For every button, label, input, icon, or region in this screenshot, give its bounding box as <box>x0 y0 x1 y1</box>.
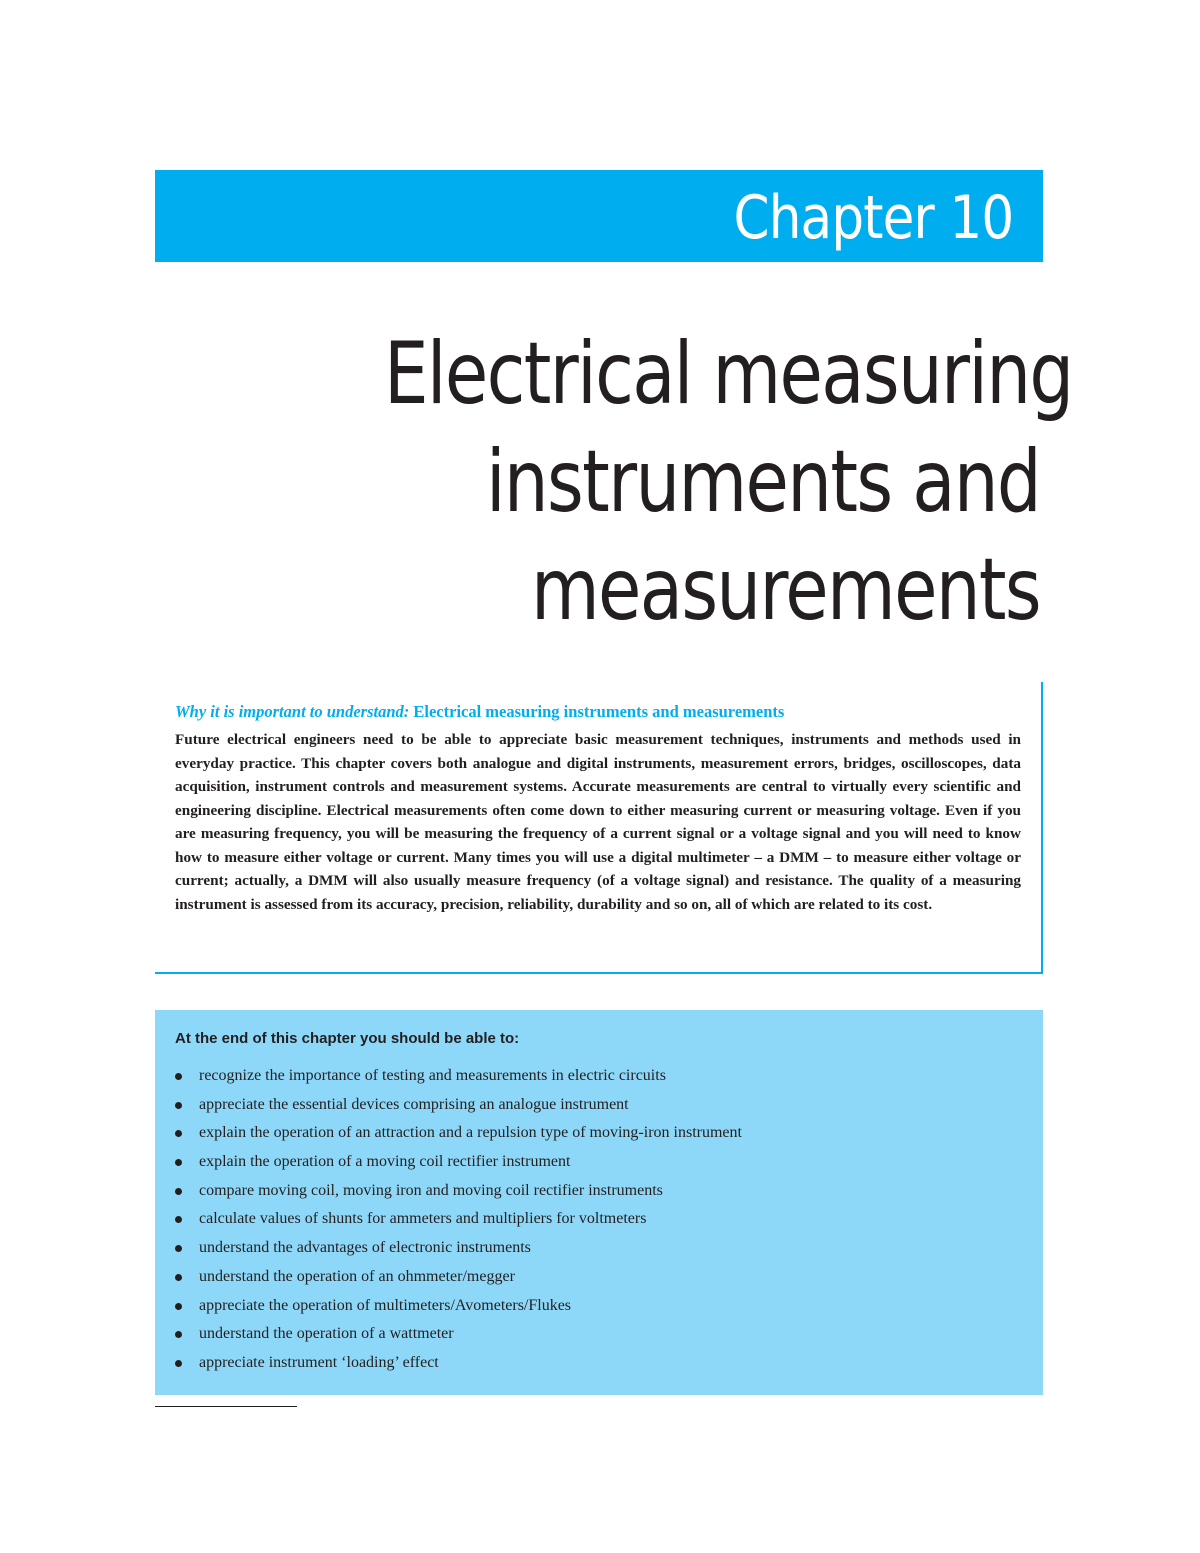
chapter-label: Chapter 10 <box>733 183 1013 253</box>
why-important-body: Future electrical engineers need to be able to appreciate basic measurement techniques, instruments and methods used in everyday practice. This chapter covers both analogue and digital instruments, measurement errors, bridges, oscilloscopes, data acquisition, instrument controls and measurement systems. Accurate measurements are central to virtually every scientific and engineering discipline. Electrical measurements often come down to either measuring current or measuring voltage. Even if you are measuring frequency, you will be measuring the frequency of a current signal or a voltage signal and you will need to know how to measure either voltage or current. Many times you will use a digital multimeter – a DMM – to measure either voltage or current; actually, a DMM will also usually measure frequency (of a voltage signal) and resistance. The quality of a measuring instrument is assessed from its accuracy, precision, reliability, durability and so on, all of which are related to its cost. <box>175 731 1021 913</box>
objectives-heading: At the end of this chapter you should be able to: <box>175 1030 520 1047</box>
chapter-band <box>155 170 1043 262</box>
objective-item <box>175 1234 742 1263</box>
objective-text: explain the operation of a moving coil rectifier instrument <box>199 1153 571 1171</box>
objective-item <box>175 1062 742 1091</box>
bullet-icon <box>175 1360 182 1367</box>
objectives-list <box>175 1062 742 1378</box>
bullet-icon <box>175 1245 182 1252</box>
why-heading-lead: Why it is important to understand: <box>175 702 410 721</box>
objective-item <box>175 1091 742 1120</box>
objective-item <box>175 1349 742 1378</box>
objective-text: appreciate the operation of multimeters/Avometers/Flukes <box>199 1296 572 1314</box>
objective-text: appreciate instrument ‘loading’ effect <box>199 1353 439 1371</box>
why-important-box <box>155 682 1043 974</box>
objective-item <box>175 1177 742 1206</box>
bullet-icon <box>175 1130 182 1137</box>
chapter-title-line-3: measurements <box>530 540 1040 640</box>
objective-text: recognize the importance of testing and measurements in electric circuits <box>199 1067 666 1084</box>
bullet-icon <box>175 1216 182 1223</box>
bullet-icon <box>175 1073 182 1080</box>
objective-item <box>175 1205 742 1234</box>
objective-item <box>175 1263 742 1292</box>
objective-text: understand the advantages of electronic instruments <box>199 1239 531 1257</box>
chapter-title-line-1: Electrical measuring <box>384 324 1073 424</box>
footnote-rule <box>155 1406 297 1407</box>
objective-item <box>175 1320 742 1349</box>
bullet-icon <box>175 1331 182 1338</box>
objective-text: calculate values of shunts for ammeters and multipliers for voltmeters <box>199 1210 647 1228</box>
chapter-title <box>240 320 1073 644</box>
objective-text: appreciate the essential devices comprising an analogue instrument <box>199 1095 629 1113</box>
objective-item <box>175 1148 742 1177</box>
objective-text: compare moving coil, moving iron and moving coil rectifier instruments <box>199 1181 663 1199</box>
bullet-icon <box>175 1274 182 1281</box>
bullet-icon <box>175 1303 182 1310</box>
why-important-heading <box>175 702 784 722</box>
learning-objectives-box <box>155 1010 1043 1395</box>
bullet-icon <box>175 1159 182 1166</box>
objective-text: understand the operation of a wattmeter <box>199 1325 454 1343</box>
objective-text: explain the operation of an attraction and a repulsion type of moving-iron instrument <box>199 1124 742 1142</box>
why-heading-topic: Electrical measuring instruments and measurements <box>413 702 785 721</box>
bullet-icon <box>175 1188 182 1195</box>
objective-item <box>175 1119 742 1148</box>
chapter-title-line-2: instruments and <box>485 432 1040 532</box>
objective-text: understand the operation of an ohmmeter/megger <box>199 1267 515 1285</box>
bullet-icon <box>175 1102 182 1109</box>
objective-item <box>175 1292 742 1321</box>
